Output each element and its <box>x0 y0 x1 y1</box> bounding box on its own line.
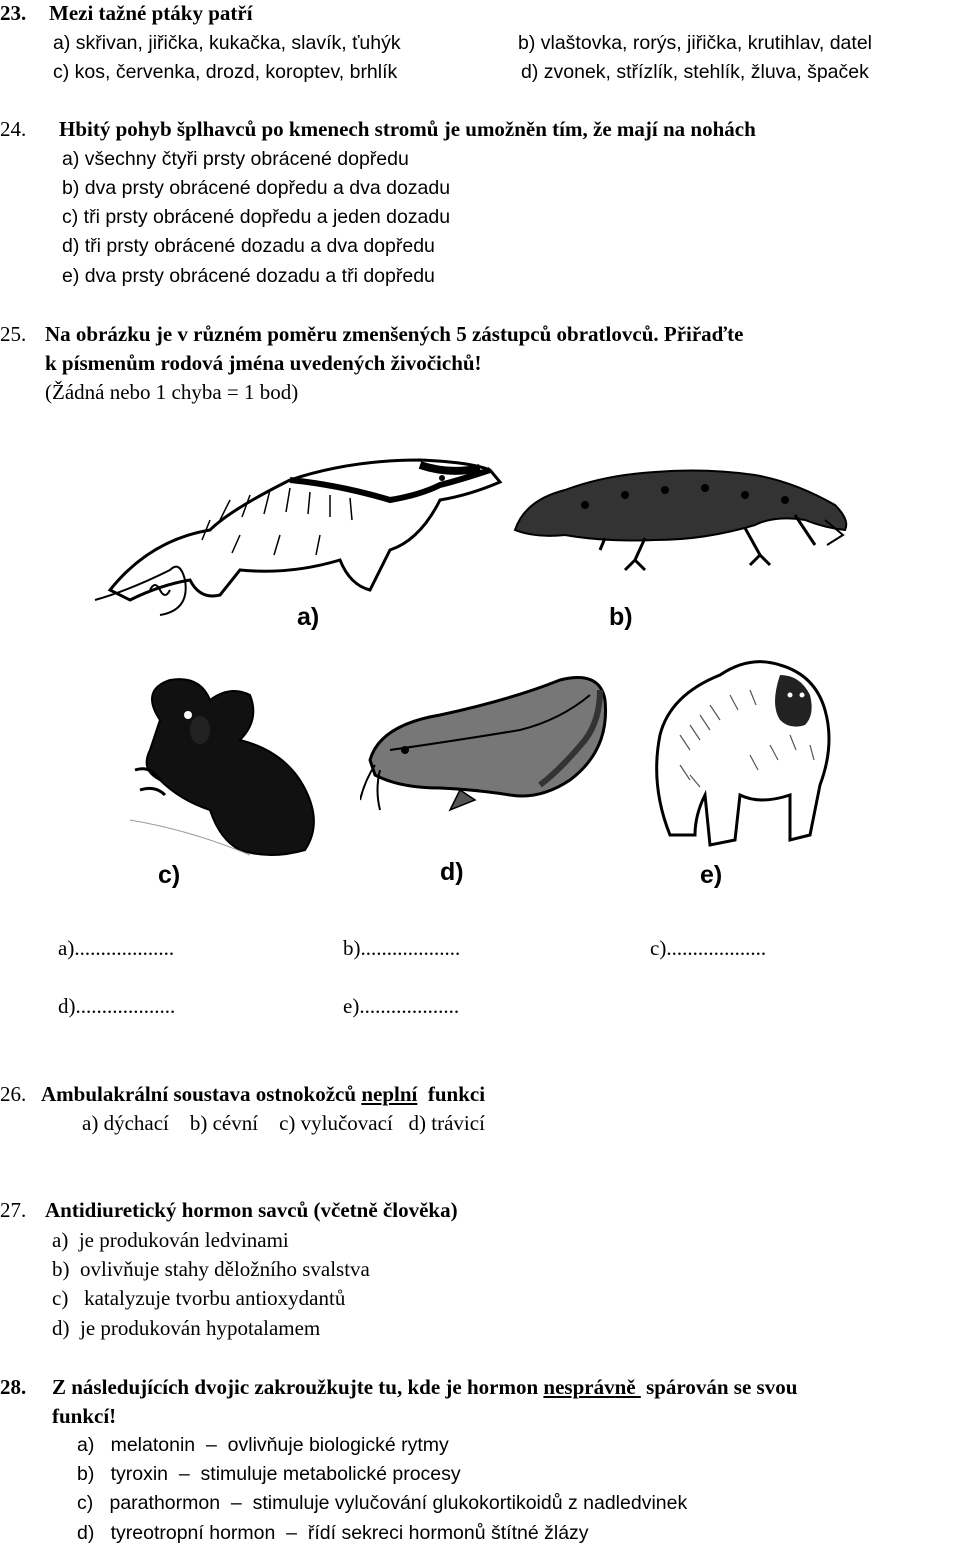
q24-option-c: c) tři prsty obrácené dopředu a jeden dozadu <box>62 206 451 228</box>
image-label-c: c) <box>158 861 181 889</box>
catfish-illustration <box>360 670 620 820</box>
q28-question-pre: Z následujících dvojic zakroužkujte tu, kde je hormon <box>52 1375 544 1399</box>
q27-option-d: d) je produkován hypotalamem <box>52 1316 321 1340</box>
q28-number: 28. <box>0 1375 27 1399</box>
newt-illustration <box>505 460 865 590</box>
answer-b[interactable]: b)................... <box>343 936 461 960</box>
q24-option-e: e) dva prsty obrácené dozadu a tři dopředu <box>62 265 435 287</box>
q25-number: 25. <box>0 322 27 346</box>
q24-option-b: b) dva prsty obrácené dopředu a dva dozadu <box>62 177 451 199</box>
q25-note: (Žádná nebo 1 chyba = 1 bod) <box>45 380 299 404</box>
answer-d[interactable]: d)................... <box>58 994 176 1018</box>
q23-option-b: b) vlaštovka, rorýs, jiřička, krutihlav, datel <box>518 32 872 54</box>
q24-number: 24. <box>0 117 27 141</box>
q23-question: Mezi tažné ptáky patří <box>49 1 253 25</box>
q27-option-a: a) je produkován ledvinami <box>52 1228 289 1252</box>
badger-illustration <box>90 440 510 620</box>
q23-option-c: c) kos, červenka, drozd, koroptev, brhlík <box>53 61 398 83</box>
q27-question: Antidiuretický hormon savců (včetně člověka) <box>45 1198 458 1222</box>
q28-question <box>52 1375 797 1399</box>
q26-question-pre: Ambulakrální soustava ostnokožců <box>41 1082 362 1106</box>
image-label-d: d) <box>440 858 464 886</box>
q27-option-b: b) ovlivňuje stahy děložního svalstva <box>52 1257 370 1281</box>
q28-question-underlined: nesprávně <box>543 1375 641 1399</box>
q28-option-a: a) melatonin – ovlivňuje biologické rytmy <box>77 1434 449 1456</box>
answer-c[interactable]: c)................... <box>650 936 767 960</box>
q25-question-line2: k písmenům rodová jména uvedených živočichů! <box>45 351 482 375</box>
q28-option-b: b) tyroxin – stimuluje metabolické procesy <box>77 1463 461 1485</box>
answer-e[interactable]: e)................... <box>343 994 460 1018</box>
q24-option-d: d) tři prsty obrácené dozadu a dva dopředu <box>62 235 435 257</box>
q24-question: Hbitý pohyb šplhavců po kmenech stromů je umožněn tím, že mají na nohách <box>59 117 756 141</box>
answer-a[interactable]: a)................... <box>58 936 175 960</box>
q28-option-c: c) parathormon – stimuluje vylučování glukokortikoidů z nadledvinek <box>77 1492 688 1514</box>
q28-option-d: d) tyreotropní hormon – řídí sekreci hormonů štítné žlázy <box>77 1522 589 1544</box>
q26-number: 26. <box>0 1082 27 1106</box>
q23-option-d: d) zvonek, střízlík, stehlík, žluva, špaček <box>521 61 869 83</box>
q26-question-post: funkci <box>417 1082 486 1106</box>
q24-option-a: a) všechny čtyři prsty obrácené dopředu <box>62 148 409 170</box>
q23-option-a: a) skřivan, jiřička, kukačka, slavík, ťuhýk <box>53 32 401 54</box>
q27-option-c: c) katalyzuje tvorbu antioxydantů <box>52 1286 346 1310</box>
q27-number: 27. <box>0 1198 27 1222</box>
q26-options: a) dýchací b) cévní c) vylučovací d) trávicí <box>82 1111 485 1135</box>
q28-question-post: spárován se svou <box>640 1375 798 1399</box>
q26-question-underlined: neplní <box>361 1082 418 1106</box>
image-label-a: a) <box>297 603 320 631</box>
q28-question-line2: funkcí! <box>52 1404 117 1428</box>
q23-number: 23. <box>0 1 27 25</box>
koala-illustration <box>130 670 330 860</box>
image-label-b: b) <box>609 603 633 631</box>
q25-question-line1: Na obrázku je v různém poměru zmenšených 5 zástupců obratlovců. Přiřaďte <box>45 322 744 346</box>
image-label-e: e) <box>700 861 723 889</box>
q26-question <box>41 1082 485 1106</box>
gorilla-illustration <box>640 635 840 855</box>
